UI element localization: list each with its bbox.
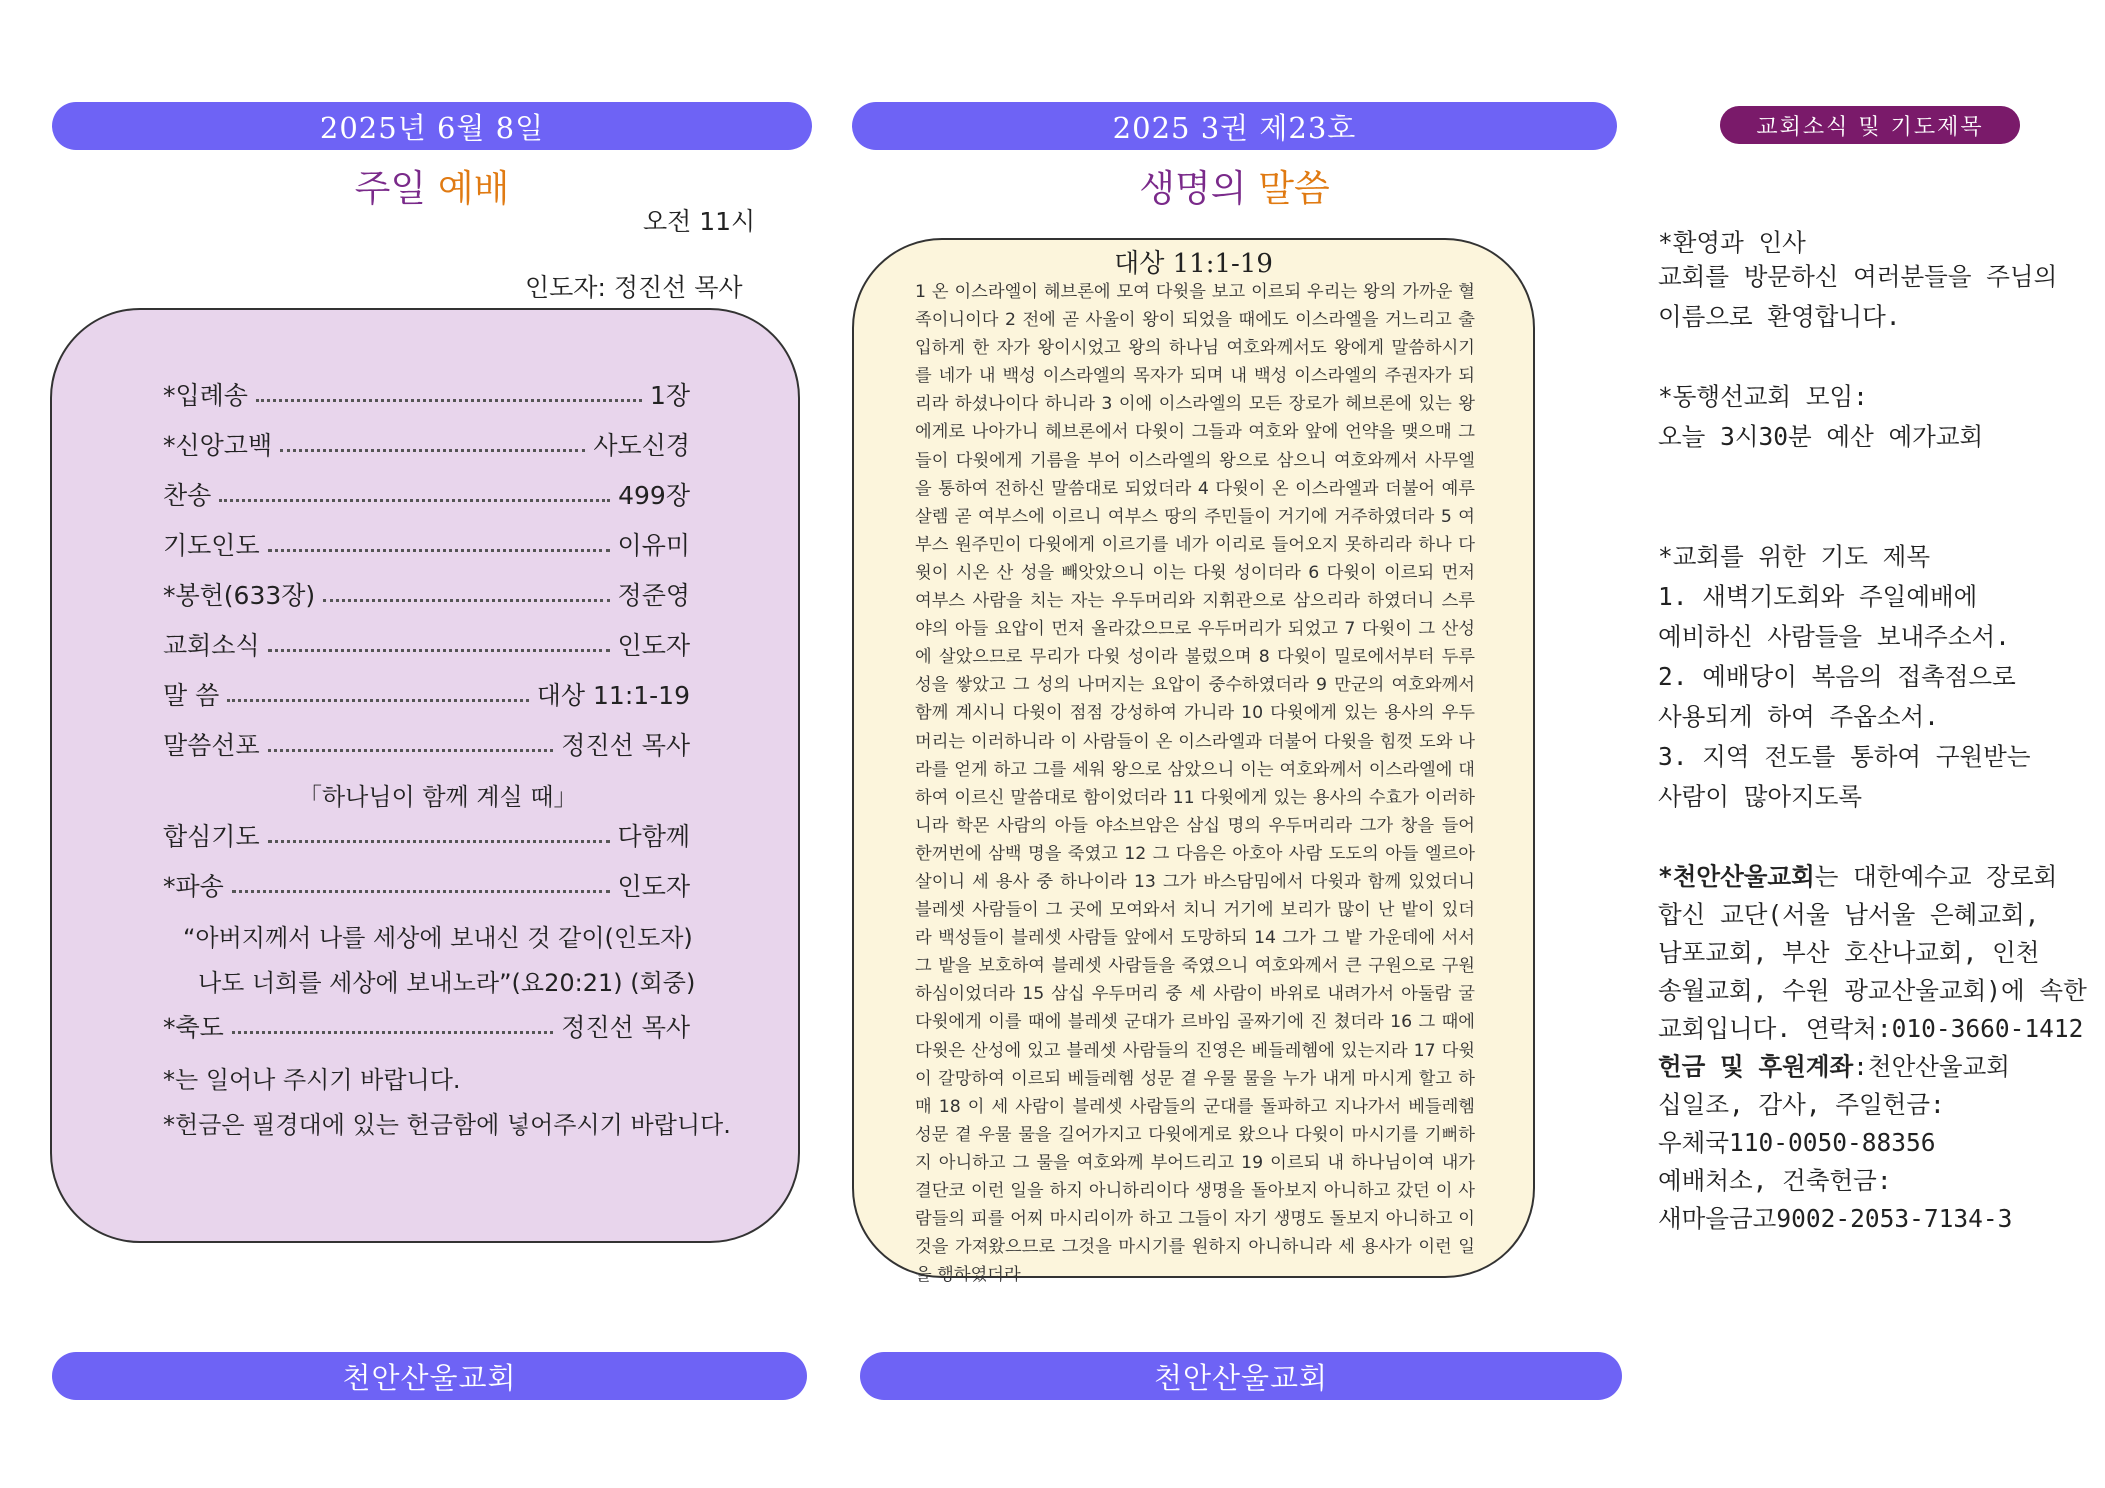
building-label: 예배처소, 건축헌금: [1658, 1166, 1892, 1195]
meeting-title: *동행선교회 모임: [1658, 382, 1868, 411]
prayer-item-1: 1. 새벽기도회와 주일예배에 [1658, 582, 1978, 611]
stand-note: *는 일어나 주시기 바랍니다. [163, 1066, 461, 1094]
prayer-item-1-cont: 예비하신 사람들을 보내주소서. [1658, 622, 2010, 651]
tithe-label: 십일조, 감사, 주일헌금: [1658, 1090, 1945, 1119]
sermon-title: 「하나님이 함께 계실 때」 [298, 783, 578, 811]
church-intro-line-1: *천안산울교회는 대한예수교 장로회 [1658, 862, 2058, 891]
left-footer-banner [52, 1352, 807, 1400]
prayer-item-2-cont: 사용되게 하여 주옵소서. [1658, 702, 1939, 731]
news-and-prayer-header: 교회소식 및 기도제목 [1720, 106, 2020, 144]
worship-title-a: 주일 [354, 167, 427, 210]
account-title: 헌금 및 후원계좌 [1658, 1052, 1854, 1081]
church-intro-line-2: 합신 교단(서울 남서울 은혜교회, [1658, 900, 2040, 929]
account-line: 헌금 및 후원계좌:천안산울교회 [1658, 1052, 2010, 1081]
prayer-item-2: 2. 예배당이 복음의 접촉점으로 [1658, 662, 2016, 691]
date-text: 2025년 6월 8일 [319, 110, 545, 145]
date-banner [52, 102, 812, 150]
left-footer-text: 천안산울교회 [342, 1360, 517, 1395]
welcome-line-1: 교회를 방문하신 여러분들을 주님의 [1658, 262, 2058, 291]
order-item-sending: *파송 인도자 [163, 872, 690, 901]
church-intro-line-3: 남포교회, 부산 호산나교회, 인천 [1658, 938, 2040, 967]
order-item-offering: *봉헌(633장) 정준영 [163, 581, 690, 610]
church-name: *천안산울교회 [1658, 862, 1815, 891]
scripture-text: 1 온 이스라엘이 헤브론에 모여 다윗을 보고 이르되 우리는 왕의 가까운 혈족이니이다 2 전에 곧 사울이 왕이 되었을 때에도 이스라엘을 거느리고 출입하게 한 자가 왕이시었고 왕의 하나님 여호와께서도 왕에게 말씀하시기를 네가 내 백성 이스라엘의 목자가 되며 내 백성 이스라엘의 주권자가 되리라 하셨나이다 하니라 3 이에 이스라엘의 모든 장로가 헤브론에 있는 왕에게로 나아가니 헤브론에서 다윗이 그들과 여호와 앞에 언약을 맺으매 그들이 다윗에게 기름을 부어 이스라엘의 왕으로 삼으니 여호와께서 사무엘을 통하여 전하신 말씀대로 되었더라 4 다윗이 온 이스라엘과 더불어 예루살렘 곧 여부스에 이르니 여부스 땅의 주민들이 거기에 거주하였더라 5 여부스 원주민이 다윗에게 이르기를 네가 이리로 들어오지 못하리라 하나 다윗이 시온 산 성을 빼앗았으니 이는 다윗 성이더라 6 다윗이 이르되 먼저 여부스 사람을 치는 자는 우두머리와 지휘관으로 삼으리라 하였더니 스루야의 아들 요압이 먼저 올라갔으므로 우두머리가 되었고 7 다윗이 그 산성에 살았으므로 무리가 다윗 성이라 불렀으며 8 다윗이 밀로에서부터 두루 성을 쌓았고 그 성의 나머지는 요압이 중수하였더라 9 만군의 여호와께서 함께 계시니 다윗이 점점 강성하여 가니라 10 다윗에게 있는 용사의 우두머리는 이러하니라 이 사람들이 온 이스라엘과 더불어 다윗을 힘껏 도와 나라를 얻게 하고 그를 세워 왕으로 삼았으니 이는 여호와께서 이스라엘에 대하여 이르신 말씀대로 함이었더라 11 다윗에게 있는 용사의 수효가 이러하니라 학몬 사람의 아들 야소브암은 삼십 명의 우두머리라 그가 창을 들어 한꺼번에 삼백 명을 죽였고 12 그 다음은 아호아 사람 도도의 아들 엘르아살이니 세 용사 중 하나이라 13 그가 바스담밈에서 다윗과 함께 있었더니 블레셋 사람들이 그 곳에 모여와서 치니 거기에 보리가 많이 난 밭이 있더라 백성들이 블레셋 사람들 앞에서 도망하되 14 그가 그 밭 가운데에 서서 그 밭을 보호하여 블레셋 사람들을 죽였으니 여호와께서 큰 구원으로 구원하심이었더라 15 삼십 우두머리 중 세 사람이 바위로 내려가서 아둘람 굴 다윗에게 이를 때에 블레셋 군대가 르바임 골짜기에 진 쳤더라 16 그 때에 다윗은 산성에 있고 블레셋 사람들의 진영은 베들레헴에 있는지라 17 다윗이 갈망하여 이르되 베들레헴 성문 곁 우물 물을 누가 내게 마시게 할고 하매 18 이 세 사람이 블레셋 사람들의 군대를 돌파하고 지나가서 베들레헴 성문 곁 우물 물을 길어가지고 다윗에게로 왔으나 다윗이 마시기를 기뻐하지 아니하고 그 물을 여호와께 부어드리고 19 이르되 내 하나님이여 내가 결단코 이런 일을 하지 아니하리이다 생명을 돌아보지 아니하고 갔던 이 사람들의 피를 어찌 마시리이까 하고 그들이 자기 생명도 돌보지 아니하고 이것을 가져왔으므로 그것을 마시기를 원하지 아니하니라 세 용사가 이런 일을 행하였더라 [915, 282, 1475, 1286]
sending-verse-1: “아버지께서 나를 세상에 보내신 것 같이(인도자) [183, 924, 693, 952]
order-item-hymn: 찬송 499장 [163, 481, 690, 510]
welcome-title: *환영과 인사 [1658, 228, 1806, 257]
prayer-item-3-cont: 사람이 많아지도록 [1658, 782, 1863, 811]
scripture-reference: 대상 11:1-19 [1114, 249, 1273, 279]
prayer-item-3: 3. 지역 전도를 통하여 구원받는 [1658, 742, 2031, 771]
order-item-benediction: *축도 정진선 목사 [163, 1013, 690, 1042]
prayer-title: *교회를 위한 기도 제목 [1658, 542, 1931, 571]
order-item-scripture: 말 씀 대상 11:1-19 [163, 681, 690, 710]
order-item-creed: *신앙고백 사도신경 [163, 431, 690, 460]
issue-banner [852, 102, 1617, 150]
word-of-life-title [852, 158, 1617, 212]
church-contact-line: 교회입니다. 연락처:010-3660-1412 [1658, 1014, 2084, 1043]
word-title-b: 말씀 [1258, 167, 1330, 210]
tithe-account: 우체국110-0050-88356 [1658, 1128, 1936, 1157]
building-account: 새마을금고9002-2053-7134-3 [1658, 1204, 2013, 1233]
meeting-line: 오늘 3시30분 예산 예가교회 [1658, 422, 1984, 451]
worship-leader: 인도자: 정진선 목사 [525, 273, 743, 302]
order-item-united-prayer: 합심기도 다함께 [163, 822, 690, 851]
middle-footer-banner [860, 1352, 1622, 1400]
offering-note: *헌금은 필경대에 있는 헌금함에 넣어주시기 바랍니다. [163, 1111, 731, 1139]
middle-footer-text: 천안산울교회 [1153, 1360, 1329, 1395]
order-item-news: 교회소식 인도자 [163, 631, 690, 660]
word-title-a: 생명의 [1139, 167, 1247, 210]
order-item-entrance-hymn: *입례송 1장 [163, 381, 690, 410]
order-item-sermon: 말씀선포 정진선 목사 [163, 731, 690, 760]
worship-title-b: 예배 [437, 167, 510, 210]
order-item-prayer: 기도인도 이유미 [163, 531, 690, 560]
issue-text: 2025 3권 제23호 [1112, 110, 1357, 145]
church-intro-line-4: 송월교회, 수원 광교산울교회)에 속한 [1658, 976, 2087, 1005]
worship-time: 오전 11시 [643, 207, 756, 236]
sending-verse-2: 나도 너희를 세상에 보내노라”(요20:21) (회중) [198, 969, 696, 997]
welcome-line-2: 이름으로 환영합니다. [1658, 302, 1901, 331]
